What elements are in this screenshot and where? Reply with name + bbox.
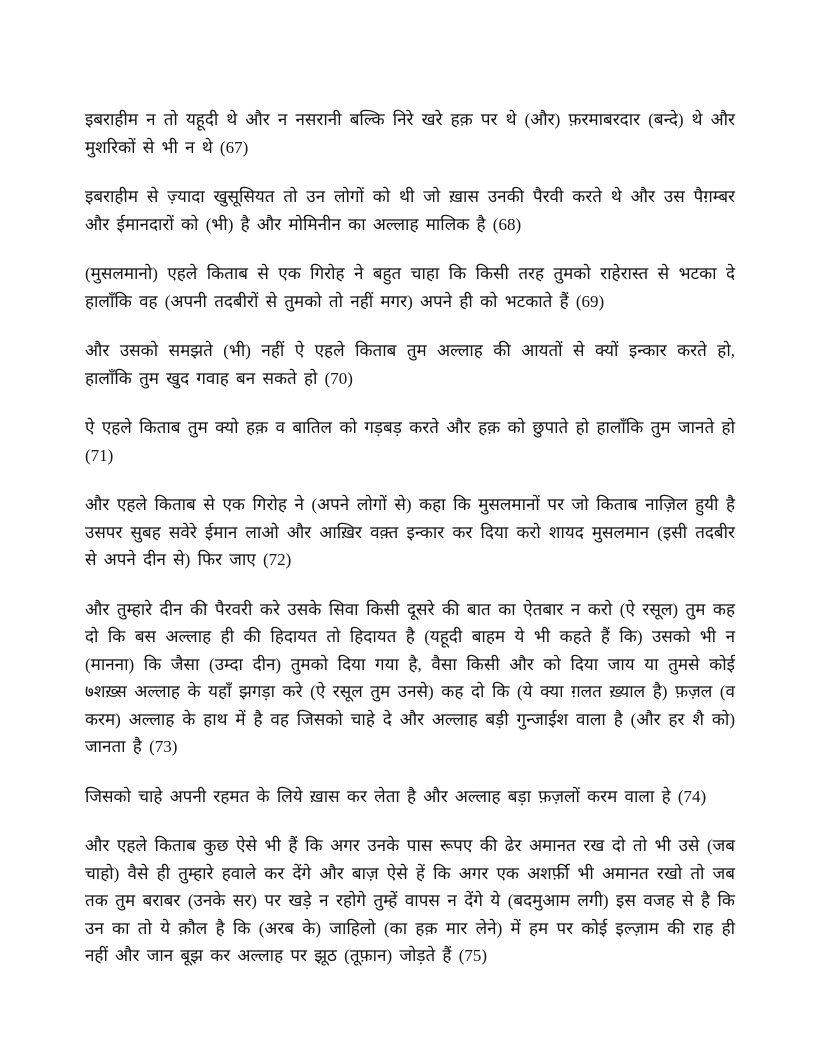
verse-paragraph-70: और उसको समझते (भी) नहीं ऐ एहले किताब तुम अल्लाह की आयतों से क्यों इन्कार करते हो, हालाँकि तुम खुद गवाह बन सकते हो (70)	[85, 341, 735, 388]
verse-paragraph-74: जिसको चाहे अपनी रहमत के लिये ख़ास कर लेता है और अल्लाह बड़ा फ़ज़लों करम वाला हे (74)	[85, 786, 707, 806]
verse-paragraph-73: और तुम्हारे दीन की पैरवरी करे उसके सिवा किसी दूसरे की बात का ऐतबार न करो (ऐ रसूल) तुम कह दो कि बस अल्लाह ही की हिदायत तो हिदायत है (यहूदी बाहम ये भी कहते हैं कि) उसको भी न (मानना) कि जैसा (उम्दा दीन) तुमको दिया गया है, वैसा किसी और को दिया जाय या तुमसे कोई ७शख़्स अल्लाह के यहाँ झगड़ा करे (ऐ रसूल तुम उनसे) कह दो कि (ये क्या ग़लत ख़्याल है) फ़ज़ल (व करम) अल्लाह के हाथ में है वह जिसको चाहे दे और अल्लाह बड़ी गुन्जाईश वाला है (और हर शै को) जानता है (73)	[85, 599, 735, 756]
verse-paragraph-68: इबराहीम से ज़्यादा खुसूसियत तो उन लोगों को थी जो ख़ास उनकी पैरवी करते थे और उस पैग़म्बर और ईमानदारों को (भी) है और मोमिनीन का अल्लाह मालिक है (68)	[85, 187, 735, 234]
verse-paragraph-75: और एहले किताब कुछ ऐसे भी हैं कि अगर उनके पास रूपए की ढेर अमानत रख दो तो भी उसे (जब चाहो) वैसे ही तुम्हारे हवाले कर देंगे और बाज़ ऐसे हें कि अगर एक अशर्फ़ी भी अमानत रखो तो जब तक तुम बराबर (उनके सर) पर खड़े न रहोगे तुम्हें वापस न देंगे ये (बदमुआम लगी) इस वजह से है कि उन का तो ये क़ौल है कि (अरब के) जाहिलो (का हक़ मार लेने) में हम पर कोई इल्ज़ाम की राह ही नहीं और जान बूझ कर अल्लाह पर झूठ (तूफ़ान) जोड़ते हैं (75)	[85, 836, 735, 965]
document-text-block	[85, 106, 735, 970]
verse-paragraph-72: और एहले किताब से एक गिरोह ने (अपने लोगों से) कहा कि मुसलमानों पर जो किताब नाज़िल हुयी है उसपर सुबह सवेरे ईमान लाओ और आख़िर वक़्त इन्कार कर दिया करो शायद मुसलमान (इसी तदबीर से अपने दीन से) फिर जाए (72)	[85, 495, 735, 569]
verse-paragraph-69: (मुसलमानो) एहले किताब से एक गिरोह ने बहुत चाहा कि किसी तरह तुमको राहेरास्त से भटका दे हालाँकि वह (अपनी तदबीरों से तुमको तो नहीं मगर) अपने ही को भटकाते हैं (69)	[85, 264, 735, 311]
verse-paragraph-67: इबराहीम न तो यहूदी थे और न नसरानी बल्कि निरे खरे हक़ पर थे (और) फ़रमाबरदार (बन्दे) थे और मुशरिकों से भी न थे (67)	[85, 110, 735, 157]
verse-paragraph-71: ऐ एहले किताब तुम क्यो हक़ व बातिल को गड़बड़ करते और हक़ को छुपाते हो हालाँकि तुम जानते हो (71)	[85, 418, 735, 465]
